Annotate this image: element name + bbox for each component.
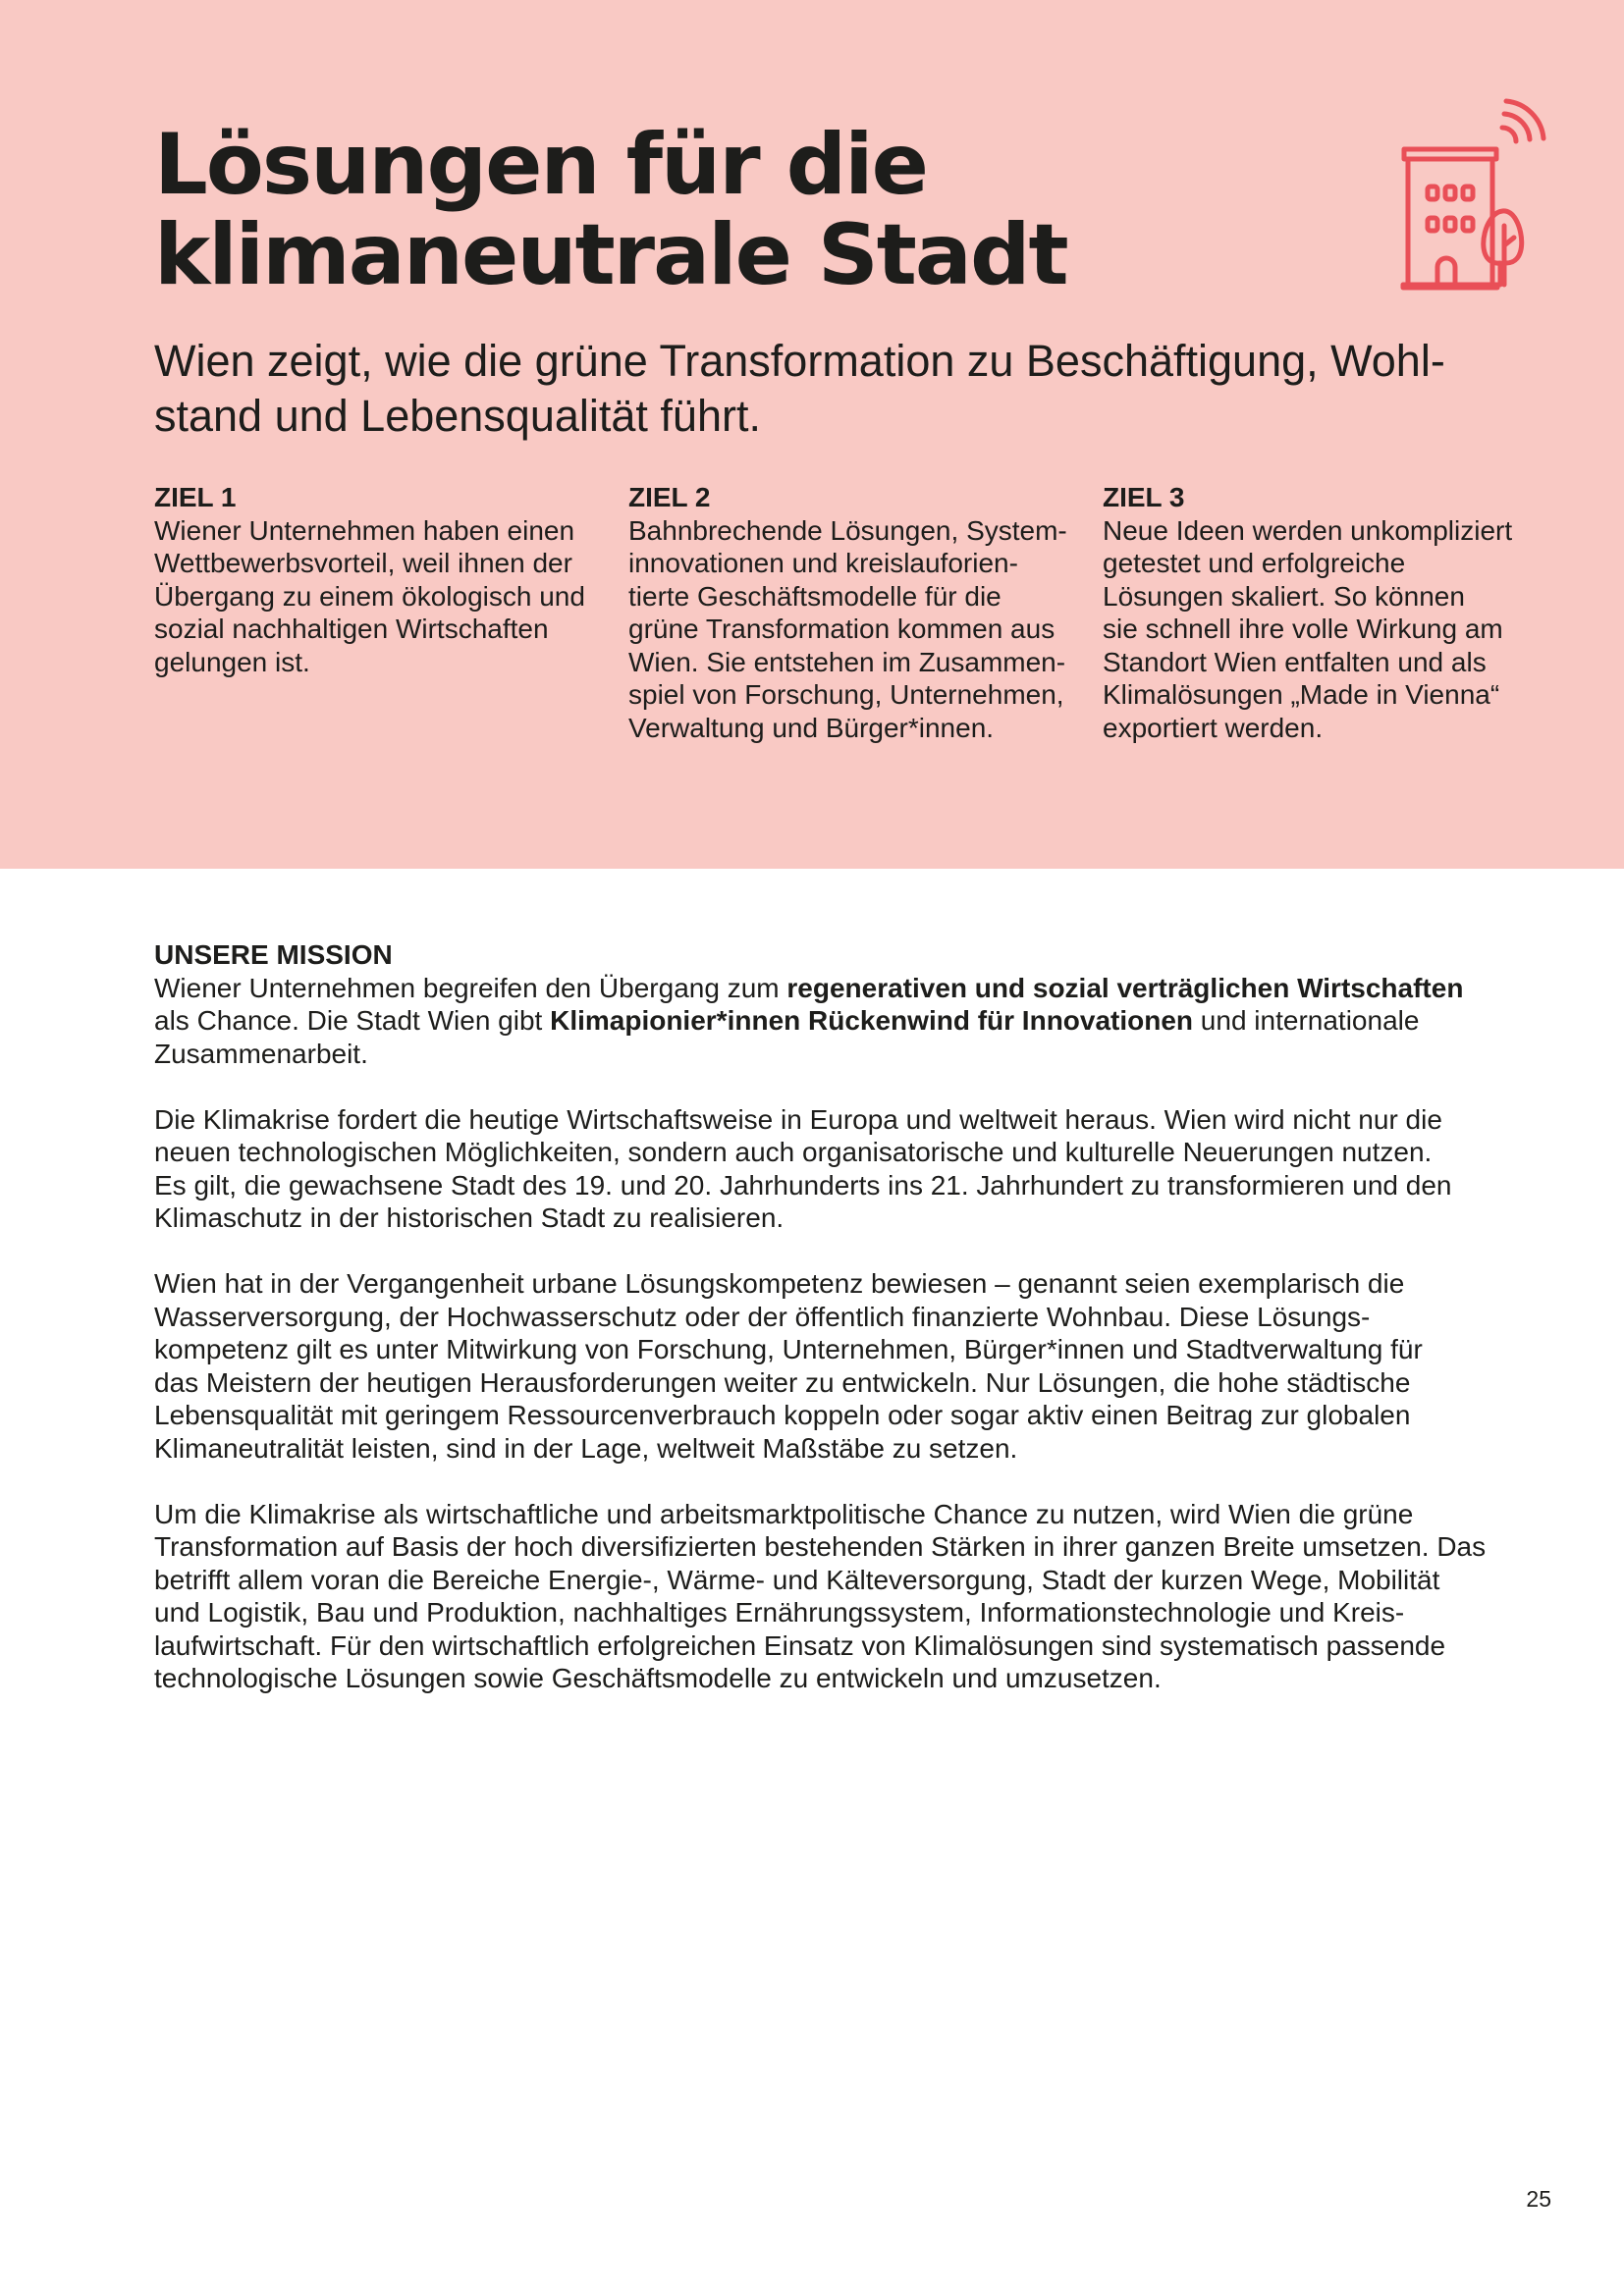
- paragraph-line: kompetenz gilt es unter Mitwirkung von Forschung, Unternehmen, Bürger*innen und Stadtverwaltung für: [154, 1334, 1423, 1364]
- paragraph-line: Zusammenarbeit.: [154, 1038, 368, 1069]
- bold-text-run: regenerativen und sozial verträglichen Wirtschaften: [786, 972, 1464, 1003]
- goal-text-line: Neue Ideen werden unkompliziert: [1103, 514, 1513, 546]
- goal-text-line: Übergang zu einem ökologisch und: [154, 580, 585, 612]
- paragraph-line: das Meistern der heutigen Herausforderungen weiter zu entwickeln. Nur Lösungen, die hohe städtische: [154, 1366, 1411, 1398]
- goal-3: [1103, 481, 1554, 744]
- title-line: klimaneutrale Stadt: [154, 206, 1067, 304]
- goal-text-line: gelungen ist.: [154, 646, 310, 677]
- goal-label: ZIEL 3: [1103, 482, 1185, 512]
- goal-text-line: Lösungen skaliert. So können: [1103, 580, 1465, 612]
- goal-text-line: Wettbewerbsvorteil, weil ihnen der: [154, 548, 572, 578]
- goal-label: ZIEL 2: [628, 482, 711, 512]
- text-run: Wiener Unternehmen begreifen den Übergang zum: [154, 972, 787, 1003]
- paragraph-line: Klimaschutz in der historischen Stadt zu realisieren.: [154, 1202, 785, 1233]
- goal-text-line: Wiener Unternehmen haben einen: [154, 514, 575, 546]
- paragraph-line: [154, 972, 1529, 1005]
- goal-text-line: exportiert werden.: [1103, 712, 1324, 743]
- goal-text-line: sie schnell ihre volle Wirkung am: [1103, 614, 1503, 644]
- subtitle-line: stand und Lebensqualität führt.: [154, 391, 761, 441]
- text-run: und internationale: [1193, 1005, 1420, 1036]
- paragraph-line: Transformation auf Basis der hoch diversifizierten bestehenden Stärken in ihrer ganzen Breite umsetzen. Das: [154, 1531, 1487, 1562]
- goal-text-line: Bahnbrechende Lösungen, System-: [628, 514, 1067, 546]
- mission-section: [154, 938, 1529, 1728]
- goal-text-line: Klimalösungen „Made in Vienna“: [1103, 679, 1500, 710]
- paragraph-line: Die Klimakrise fordert die heutige Wirtschaftsweise in Europa und weltweit heraus. Wien wird nicht nur die: [154, 1103, 1442, 1135]
- mission-paragraph: [154, 1267, 1529, 1465]
- page-title: [154, 116, 1332, 304]
- paragraph-line: Es gilt, die gewachsene Stadt des 19. und 20. Jahrhunderts ins 21. Jahrhundert zu transformieren und den: [154, 1169, 1452, 1201]
- paragraph-line: Lebensqualität mit geringem Ressourcenverbrauch koppeln oder sogar aktiv einen Beitrag zur globalen: [154, 1400, 1411, 1430]
- mission-paragraph: [154, 1498, 1529, 1695]
- paragraph-line: Wien hat in der Vergangenheit urbane Lösungskompetenz bewiesen – genannt seien exemplarisch die: [154, 1268, 1405, 1299]
- bold-text-run: Klimapionier*innen Rückenwind für Innovationen: [550, 1005, 1194, 1036]
- subtitle-line: Wien zeigt, wie die grüne Transformation zu Beschäftigung, Wohl-: [154, 336, 1445, 386]
- goal-text-line: Standort Wien entfalten und als: [1103, 646, 1487, 677]
- goal-text-line: grüne Transformation kommen aus: [628, 614, 1056, 644]
- goal-text-line: innovationen und kreislauforien-: [628, 548, 1018, 578]
- paragraph-line: betrifft allem voran die Bereiche Energie-, Wärme- und Kälteversorgung, Stadt der kurzen Wege, Mobilität: [154, 1564, 1440, 1595]
- page-number: 25: [1526, 2186, 1551, 2212]
- paragraph-line: neuen technologischen Möglichkeiten, sondern auch organisatorische und kulturelle Neuerungen nutzen.: [154, 1137, 1433, 1167]
- goal-text-line: Verwaltung und Bürger*innen.: [628, 712, 995, 743]
- mission-intro-paragraph: [154, 972, 1529, 1071]
- paragraph-line: Um die Klimakrise als wirtschaftliche und arbeitsmarktpolitische Chance zu nutzen, wird Wien die grüne: [154, 1498, 1414, 1529]
- city-building-tree-signal-icon: [1394, 98, 1551, 294]
- paragraph-line: Wasserversorgung, der Hochwasserschutz oder der öffentlich finanzierte Wohnbau. Diese Lösungs-: [154, 1301, 1371, 1332]
- goal-label: ZIEL 1: [154, 482, 237, 512]
- goal-text-line: Wien. Sie entstehen im Zusammen-: [628, 646, 1066, 677]
- hero-banner: [0, 0, 1624, 869]
- mission-heading: UNSERE MISSION: [154, 939, 393, 970]
- goal-text-line: spiel von Forschung, Unternehmen,: [628, 679, 1064, 710]
- paragraph-line: laufwirtschaft. Für den wirtschaftlich erfolgreichen Einsatz von Klimalösungen sind systematisch passende: [154, 1629, 1446, 1661]
- paragraph-line: [154, 1004, 1529, 1038]
- paragraph-line: Klimaneutralität leisten, sind in der Lage, weltweit Maßstäbe zu setzen.: [154, 1432, 1018, 1464]
- goal-1: [154, 481, 606, 678]
- goal-2: [628, 481, 1080, 744]
- paragraph-line: technologische Lösungen sowie Geschäftsmodelle zu entwickeln und umzusetzen.: [154, 1663, 1162, 1693]
- mission-paragraph: [154, 1103, 1529, 1235]
- text-run: als Chance. Die Stadt Wien gibt: [154, 1005, 551, 1036]
- goal-text-line: getestet und erfolgreiche: [1103, 548, 1406, 578]
- subtitle: [154, 334, 1529, 444]
- title-line: Lösungen für die: [154, 116, 927, 214]
- goal-text-line: sozial nachhaltigen Wirtschaften: [154, 614, 549, 644]
- goal-text-line: tierte Geschäftsmodelle für die: [628, 580, 1001, 612]
- paragraph-line: und Logistik, Bau und Produktion, nachhaltiges Ernährungssystem, Informationstechnologie und Kreis-: [154, 1597, 1405, 1628]
